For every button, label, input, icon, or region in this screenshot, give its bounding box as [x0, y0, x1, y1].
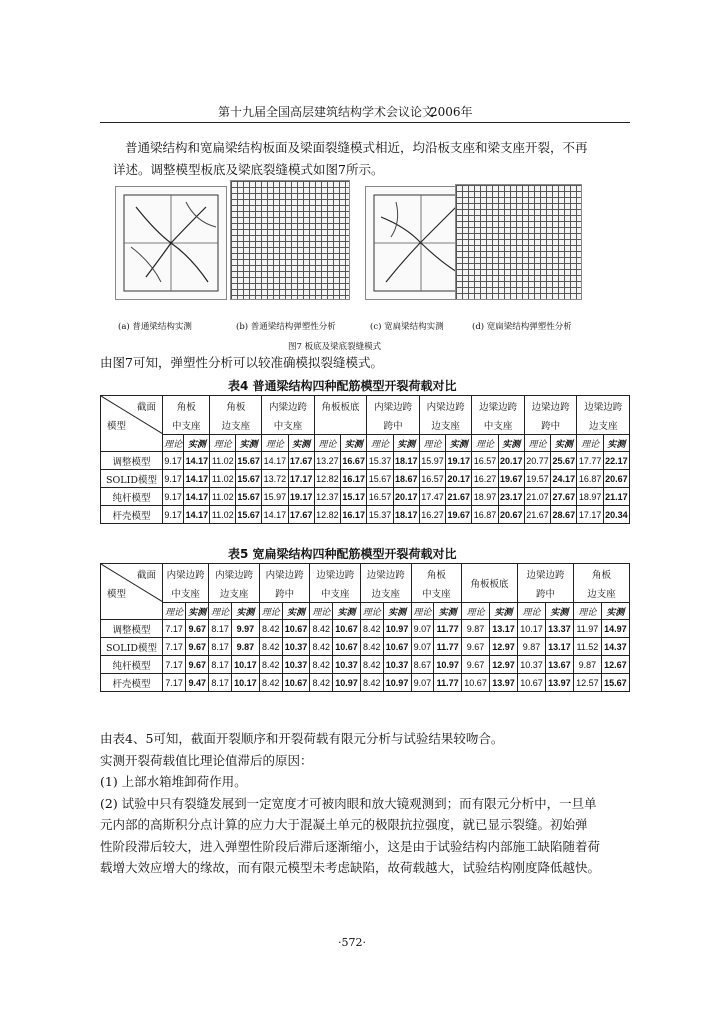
- measured-value: 14.17: [184, 506, 210, 524]
- figure-7a-image: [115, 186, 227, 300]
- measured-value: 15.67: [236, 452, 262, 470]
- column-header: 角板: [210, 396, 262, 416]
- theory-value: 9.07: [411, 620, 434, 638]
- corner-top-label: 截面: [136, 570, 156, 581]
- measured-value: 14.17: [184, 470, 210, 488]
- theory-value: 12.82: [314, 470, 340, 488]
- measured-value: 27.67: [551, 488, 577, 506]
- column-header: 角板: [163, 396, 210, 416]
- measured-label: 实测: [545, 603, 573, 620]
- theory-value: 8.42: [259, 674, 282, 692]
- theory-value: 7.17: [163, 620, 186, 638]
- theory-label: 理论: [524, 435, 550, 452]
- theory-value: 8.42: [361, 674, 384, 692]
- corner-cell: [101, 564, 163, 603]
- measured-value: 16.67: [341, 452, 367, 470]
- page-number: ·572·: [338, 936, 366, 949]
- measured-value: 15.67: [236, 488, 262, 506]
- measured-value: 19.17: [446, 452, 472, 470]
- theory-value: 8.42: [310, 638, 333, 656]
- figure-7-title: 图7 板底及梁底裂缝模式: [288, 342, 382, 352]
- theory-value: 7.17: [163, 638, 186, 656]
- theory-label: 理论: [361, 603, 384, 620]
- conclusion-line: 元内部的高斯积分点计算的应力大于混凝土单元的极限抗拉强度，就已显示裂缝。初始弹: [100, 817, 588, 832]
- measured-value: 10.97: [434, 656, 462, 674]
- measured-value: 13.97: [490, 674, 518, 692]
- measured-value: 22.17: [603, 452, 629, 470]
- theory-value: 16.57: [367, 488, 393, 506]
- conclusion-line: 由表4、5可知，截面开裂顺序和开裂荷载有限元分析与试验结果较吻合。: [100, 731, 504, 746]
- measured-value: 9.67: [186, 620, 209, 638]
- theory-value: 17.77: [577, 452, 603, 470]
- measured-value: 10.67: [333, 620, 361, 638]
- measured-value: 17.67: [288, 452, 314, 470]
- measured-value: 18.17: [393, 506, 419, 524]
- subheader-row: [101, 603, 630, 620]
- measured-value: 15.17: [341, 488, 367, 506]
- theory-value: 11.02: [210, 488, 236, 506]
- conclusion-line: 载增大效应增大的缘故，而有限元模型未考虑缺陷，故荷载越大，试验结构刚度降低越快。: [100, 860, 601, 875]
- measured-value: 14.17: [184, 452, 210, 470]
- column-subheader: 边支座: [573, 583, 629, 603]
- figure-7: [100, 180, 630, 330]
- measured-value: 13.97: [545, 674, 573, 692]
- theory-value: 13.72: [262, 470, 288, 488]
- theory-value: 20.77: [524, 452, 550, 470]
- theory-value: 15.97: [262, 488, 288, 506]
- figure-7b-image: [230, 180, 350, 300]
- theory-value: 9.87: [518, 638, 546, 656]
- theory-value: 8.42: [361, 656, 384, 674]
- table-4: [100, 395, 630, 524]
- column-header: 内梁边跨: [262, 396, 315, 416]
- theory-value: 11.02: [210, 506, 236, 524]
- figure-7a-caption: (a) 普通梁结构实测: [118, 322, 192, 332]
- theory-label: 理论: [577, 435, 603, 452]
- theory-value: 9.07: [411, 638, 434, 656]
- column-subheader: 跨中: [524, 415, 577, 435]
- theory-label: 理论: [573, 603, 601, 620]
- measured-value: 14.17: [184, 488, 210, 506]
- theory-value: 8.42: [310, 674, 333, 692]
- theory-value: 21.07: [524, 488, 550, 506]
- measured-label: 实测: [236, 435, 262, 452]
- measured-value: 21.67: [446, 488, 472, 506]
- measured-value: 9.87: [231, 638, 259, 656]
- theory-value: 11.02: [210, 452, 236, 470]
- theory-value: 14.17: [262, 506, 288, 524]
- measured-value: 21.17: [603, 488, 629, 506]
- theory-label: 理论: [259, 603, 282, 620]
- measured-value: 20.17: [393, 488, 419, 506]
- theory-value: 9.87: [573, 656, 601, 674]
- theory-value: 10.17: [518, 620, 546, 638]
- measured-value: 20.17: [446, 470, 472, 488]
- theory-value: 15.37: [367, 506, 393, 524]
- theory-label: 理论: [210, 435, 236, 452]
- measured-value: 13.67: [545, 656, 573, 674]
- measured-value: 9.67: [186, 638, 209, 656]
- figure-7c-caption: (c) 宽扁梁结构实测: [370, 322, 444, 332]
- theory-label: 理论: [314, 435, 340, 452]
- measured-label: 实测: [282, 603, 310, 620]
- theory-value: 12.57: [573, 674, 601, 692]
- measured-value: 20.17: [498, 452, 524, 470]
- table-row: [101, 470, 630, 488]
- column-header: 边梁边跨: [310, 564, 361, 584]
- theory-value: 7.17: [163, 674, 186, 692]
- theory-value: 10.37: [518, 656, 546, 674]
- measured-value: 25.67: [551, 452, 577, 470]
- measured-value: 10.37: [383, 656, 411, 674]
- measured-label: 实测: [186, 603, 209, 620]
- column-subheader: 边支座: [361, 583, 412, 603]
- measured-value: 18.67: [393, 470, 419, 488]
- measured-value: 18.17: [393, 452, 419, 470]
- measured-value: 10.97: [333, 674, 361, 692]
- theory-value: 15.37: [367, 452, 393, 470]
- measured-value: 9.47: [186, 674, 209, 692]
- row-model-name: 杆壳模型: [101, 674, 163, 692]
- theory-value: 8.42: [310, 620, 333, 638]
- measured-value: 20.67: [603, 470, 629, 488]
- header-year: 2006年: [430, 105, 473, 119]
- column-subheader: 中支座: [310, 583, 361, 603]
- measured-label: 实测: [288, 435, 314, 452]
- theory-value: 15.67: [367, 470, 393, 488]
- corner-top-label: 截面: [136, 402, 156, 413]
- measured-value: 14.37: [601, 638, 629, 656]
- measured-value: 28.67: [551, 506, 577, 524]
- measured-value: 13.17: [545, 638, 573, 656]
- measured-value: 11.77: [434, 620, 462, 638]
- measured-value: 10.67: [383, 638, 411, 656]
- column-header: 角板板底: [462, 564, 518, 603]
- figure-7d-image: [455, 184, 582, 300]
- theory-value: 9.17: [163, 470, 184, 488]
- measured-value: 12.97: [490, 656, 518, 674]
- theory-label: 理论: [419, 435, 445, 452]
- theory-value: 8.42: [310, 656, 333, 674]
- measured-label: 实测: [603, 435, 629, 452]
- measured-value: 15.67: [236, 470, 262, 488]
- theory-value: 9.17: [163, 488, 184, 506]
- column-header: 角板: [411, 564, 462, 584]
- measured-value: 19.67: [446, 506, 472, 524]
- column-header: 内梁边跨: [259, 564, 310, 584]
- measured-value: 11.77: [434, 674, 462, 692]
- theory-value: 16.57: [419, 470, 445, 488]
- theory-value: 9.17: [163, 452, 184, 470]
- measured-label: 实测: [231, 603, 259, 620]
- measured-value: 11.77: [434, 638, 462, 656]
- column-header: 边梁边跨: [472, 396, 525, 416]
- measured-value: 23.17: [498, 488, 524, 506]
- theory-value: 10.67: [518, 674, 546, 692]
- figure-7d-caption: (d) 宽扁梁结构弹塑性分析: [472, 322, 572, 332]
- theory-value: 9.67: [462, 656, 490, 674]
- intro-line-1: 普通梁结构和宽扁梁结构板面及梁面裂缝模式相近，均沿板支座和梁支座开裂，不再: [125, 140, 588, 155]
- measured-value: 10.37: [333, 656, 361, 674]
- measured-value: 17.17: [288, 470, 314, 488]
- row-model-name: 杆壳模型: [101, 506, 163, 524]
- measured-label: 实测: [434, 603, 462, 620]
- figure-conclusion: 由图7可知，弹塑性分析可以较准确模拟裂缝模式。: [100, 355, 383, 370]
- column-subheader: 边支座: [419, 415, 472, 435]
- theory-value: 16.87: [472, 506, 498, 524]
- column-subheader: 边支座: [577, 415, 630, 435]
- theory-label: 理论: [163, 435, 184, 452]
- table-row: [101, 506, 630, 524]
- measured-value: 19.17: [288, 488, 314, 506]
- measured-label: 实测: [184, 435, 210, 452]
- row-model-name: 调整模型: [101, 620, 163, 638]
- column-subheader: 中支座: [411, 583, 462, 603]
- column-header: 内梁边跨: [419, 396, 472, 416]
- column-subheader: 中支座: [472, 415, 525, 435]
- column-subheader: 跨中: [518, 583, 574, 603]
- measured-value: 24.17: [551, 470, 577, 488]
- column-subheader: [314, 415, 367, 435]
- theory-value: 10.67: [462, 674, 490, 692]
- table-row: [101, 488, 630, 506]
- figure-7b-caption: (b) 普通梁结构弹塑性分析: [236, 322, 336, 332]
- theory-value: 12.37: [314, 488, 340, 506]
- measured-label: 实测: [551, 435, 577, 452]
- theory-value: 9.67: [462, 638, 490, 656]
- theory-label: 理论: [209, 603, 232, 620]
- theory-label: 理论: [262, 435, 288, 452]
- table-row: [101, 452, 630, 470]
- conclusion-line: (1) 上部水箱堆卸荷作用。: [100, 774, 247, 789]
- row-model-name: SOLID模型: [101, 470, 163, 488]
- measured-value: 19.67: [498, 470, 524, 488]
- measured-label: 实测: [446, 435, 472, 452]
- theory-value: 16.57: [472, 452, 498, 470]
- row-model-name: 调整模型: [101, 452, 163, 470]
- conclusion-line: 性阶段滞后较大，进入弹塑性阶段后滞后逐渐缩小，这是由于试验结构内部施工缺陷随着荷: [100, 838, 601, 854]
- measured-label: 实测: [393, 435, 419, 452]
- column-header: 边梁边跨: [361, 564, 412, 584]
- table-row: [101, 674, 630, 692]
- theory-label: 理论: [472, 435, 498, 452]
- measured-label: 实测: [341, 435, 367, 452]
- theory-value: 8.42: [361, 638, 384, 656]
- theory-value: 16.27: [419, 506, 445, 524]
- theory-value: 14.17: [262, 452, 288, 470]
- conclusion-text: [100, 728, 630, 879]
- crack-pattern-drawing: [116, 187, 226, 299]
- column-subheader: 中支座: [163, 583, 209, 603]
- measured-value: 9.97: [231, 620, 259, 638]
- theory-value: 8.42: [361, 620, 384, 638]
- theory-value: 15.97: [419, 452, 445, 470]
- measured-value: 13.17: [490, 620, 518, 638]
- column-header: 角板: [573, 564, 629, 584]
- measured-value: 9.67: [186, 656, 209, 674]
- conclusion-line: (2) 试验中只有裂缝发展到一定宽度才可被肉眼和放大镜观测到；而有限元分析中，一旦单: [100, 795, 597, 811]
- theory-value: 9.17: [163, 506, 184, 524]
- conclusion-line: 实测开裂荷载值比理论值滞后的原因：: [100, 752, 313, 768]
- column-header: 内梁边跨: [209, 564, 260, 584]
- measured-value: 12.97: [490, 638, 518, 656]
- theory-value: 21.67: [524, 506, 550, 524]
- column-header: 边梁边跨: [524, 396, 577, 416]
- theory-value: 8.42: [259, 638, 282, 656]
- intro-line-2: 详述。调整模型板底及梁底裂缝模式如图7所示。: [113, 162, 384, 177]
- measured-value: 10.67: [282, 620, 310, 638]
- measured-value: 16.17: [341, 506, 367, 524]
- column-subheader: 中支座: [163, 415, 210, 435]
- theory-value: 8.17: [209, 638, 232, 656]
- theory-label: 理论: [518, 603, 546, 620]
- measured-value: 10.37: [282, 656, 310, 674]
- table-5: [100, 563, 630, 692]
- corner-bottom-label: 模型: [107, 588, 127, 600]
- table-4-title: 表4 普通梁结构四种配筋模型开裂荷载对比: [228, 379, 457, 393]
- theory-value: 8.17: [209, 620, 232, 638]
- measured-value: 10.17: [231, 656, 259, 674]
- corner-cell: [101, 396, 163, 435]
- theory-value: 18.97: [577, 488, 603, 506]
- measured-value: 13.37: [545, 620, 573, 638]
- measured-value: 14.97: [601, 620, 629, 638]
- measured-label: 实测: [498, 435, 524, 452]
- measured-value: 16.17: [341, 470, 367, 488]
- table-5-title: 表5 宽扁梁结构四种配筋模型开裂荷载对比: [228, 547, 457, 561]
- theory-value: 11.52: [573, 638, 601, 656]
- theory-value: 16.27: [472, 470, 498, 488]
- intro-paragraph: [113, 137, 613, 181]
- subheader-row: [101, 435, 630, 452]
- theory-value: 18.97: [472, 488, 498, 506]
- theory-label: 理论: [462, 603, 490, 620]
- column-header: 内梁边跨: [163, 564, 209, 584]
- column-header: 边梁边跨: [518, 564, 574, 584]
- measured-label: 实测: [383, 603, 411, 620]
- theory-value: 8.42: [259, 656, 282, 674]
- measured-value: 10.67: [333, 638, 361, 656]
- theory-label: 理论: [163, 603, 186, 620]
- theory-value: 11.97: [573, 620, 601, 638]
- theory-value: 16.87: [577, 470, 603, 488]
- header-title: 第十九届全国高层建筑结构学术会议论文: [218, 105, 435, 119]
- column-subheader: 边支座: [209, 583, 260, 603]
- measured-label: 实测: [601, 603, 629, 620]
- column-subheader: 跨中: [367, 415, 420, 435]
- measured-value: 20.34: [603, 506, 629, 524]
- corner-bottom-label: 模型: [107, 420, 127, 432]
- theory-value: 9.07: [411, 674, 434, 692]
- row-model-name: 纯杆模型: [101, 656, 163, 674]
- column-subheader: 跨中: [259, 583, 310, 603]
- row-model-name: SOLID模型: [101, 638, 163, 656]
- column-header: 角板板底: [314, 396, 367, 416]
- table-row: [101, 656, 630, 674]
- theory-value: 8.17: [209, 656, 232, 674]
- theory-value: 17.47: [419, 488, 445, 506]
- theory-value: 8.67: [411, 656, 434, 674]
- measured-value: 10.67: [282, 674, 310, 692]
- theory-label: 理论: [411, 603, 434, 620]
- measured-value: 10.37: [282, 638, 310, 656]
- column-header: 边梁边跨: [577, 396, 630, 416]
- theory-value: 17.17: [577, 506, 603, 524]
- column-subheader: 中支座: [262, 415, 315, 435]
- measured-value: 20.67: [498, 506, 524, 524]
- theory-value: 7.17: [163, 656, 186, 674]
- theory-value: 9.87: [462, 620, 490, 638]
- theory-value: 8.17: [209, 674, 232, 692]
- measured-label: 实测: [490, 603, 518, 620]
- measured-value: 15.67: [236, 506, 262, 524]
- measured-label: 实测: [333, 603, 361, 620]
- measured-value: 15.67: [601, 674, 629, 692]
- measured-value: 12.67: [601, 656, 629, 674]
- theory-value: 19.57: [524, 470, 550, 488]
- theory-value: 12.82: [314, 506, 340, 524]
- theory-value: 11.02: [210, 470, 236, 488]
- table-row: [101, 620, 630, 638]
- measured-value: 10.17: [231, 674, 259, 692]
- measured-value: 10.97: [383, 674, 411, 692]
- measured-value: 17.67: [288, 506, 314, 524]
- theory-value: 13.27: [314, 452, 340, 470]
- column-subheader: 边支座: [210, 415, 262, 435]
- row-model-name: 纯杆模型: [101, 488, 163, 506]
- column-header: 内梁边跨: [367, 396, 420, 416]
- theory-label: 理论: [367, 435, 393, 452]
- table-row: [101, 638, 630, 656]
- running-header: [100, 100, 630, 123]
- measured-value: 10.97: [383, 620, 411, 638]
- theory-label: 理论: [310, 603, 333, 620]
- theory-value: 8.42: [259, 620, 282, 638]
